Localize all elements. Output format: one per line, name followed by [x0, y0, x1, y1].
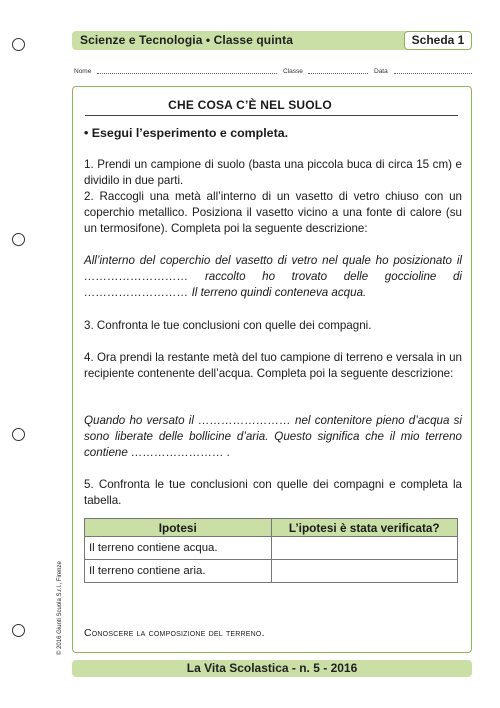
binder-hole-icon: [12, 38, 25, 51]
worksheet-title: CHE COSA C’È NEL SUOLO: [168, 98, 332, 112]
sheet-number-tab: Scheda 1: [404, 31, 472, 50]
step-2-text: 2. Raccogli una metà all’interno di un vasetto di vetro chiuso con un coperchio metallico. Posiziona il vasetto vicino a una fonte di calore (su un termosifone). Completa poi la seguente descrizione:: [84, 190, 462, 235]
binder-hole-icon: [12, 428, 25, 441]
subject-title: Scienze e Tecnologia • Classe quinta: [80, 33, 293, 47]
student-info-row: [74, 68, 472, 78]
date-label: Data: [374, 68, 388, 75]
table-row: [85, 537, 458, 560]
table-cell-hypothesis: Il terreno contiene aria.: [85, 560, 272, 583]
binder-hole-icon: [12, 624, 25, 637]
worksheet-caption: Conoscere la composizione del terreno.: [84, 627, 265, 639]
table-header-verified: L’ipotesi è stata verificata?: [271, 519, 458, 537]
step-1-text: 1. Prendi un campione di suolo (basta una piccola buca di circa 15 cm) e dividilo in due parti.: [84, 158, 462, 187]
step-4-text: 4. Ora prendi la restante metà del tuo campione di terreno e versala in un recipiente contenente dell’acqua. Completa poi la seguente descrizione:: [84, 351, 462, 380]
title-divider: [85, 115, 458, 116]
hypothesis-table: [84, 518, 458, 583]
binder-hole-icon: [12, 233, 25, 246]
table-cell-answer[interactable]: [271, 560, 458, 583]
fill-in-description-1[interactable]: All’interno del coperchio del vasetto di vetro nel quale ho posizionato il ……………………… raccolto ho trovato delle goccioline di ……………………… Il terreno quindi conteneva acqua.: [84, 254, 462, 299]
class-label: Classe: [283, 68, 303, 75]
table-header-hypothesis: Ipotesi: [85, 519, 272, 537]
date-field-line[interactable]: [394, 73, 472, 74]
table-cell-hypothesis: Il terreno contiene acqua.: [85, 537, 272, 560]
name-label: Nome: [74, 68, 92, 75]
header-bar: [72, 31, 472, 50]
class-field-line[interactable]: [308, 73, 368, 74]
instruction: • Esegui l’esperimento e completa.: [84, 126, 289, 140]
fill-in-description-2[interactable]: Quando ho versato il …………………… nel contenitore pieno d’acqua si sono liberate delle bollicine d’aria. Questo significa che il mio terreno contiene …………………… .: [84, 414, 462, 459]
footer-bar: La Vita Scolastica - n. 5 - 2016: [72, 660, 472, 677]
copyright-notice: © 2016 Giunti Scuola S.r.l., Firenze: [57, 561, 63, 655]
step-5-text: 5. Confronta le tue conclusioni con quelle dei compagni e completa la tabella.: [84, 478, 462, 507]
table-cell-answer[interactable]: [271, 537, 458, 560]
step-3-text: 3. Confronta le tue conclusioni con quelle dei compagni.: [84, 319, 372, 332]
table-row: [85, 560, 458, 583]
name-field-line[interactable]: [97, 73, 277, 74]
table-header-row: [85, 519, 458, 537]
